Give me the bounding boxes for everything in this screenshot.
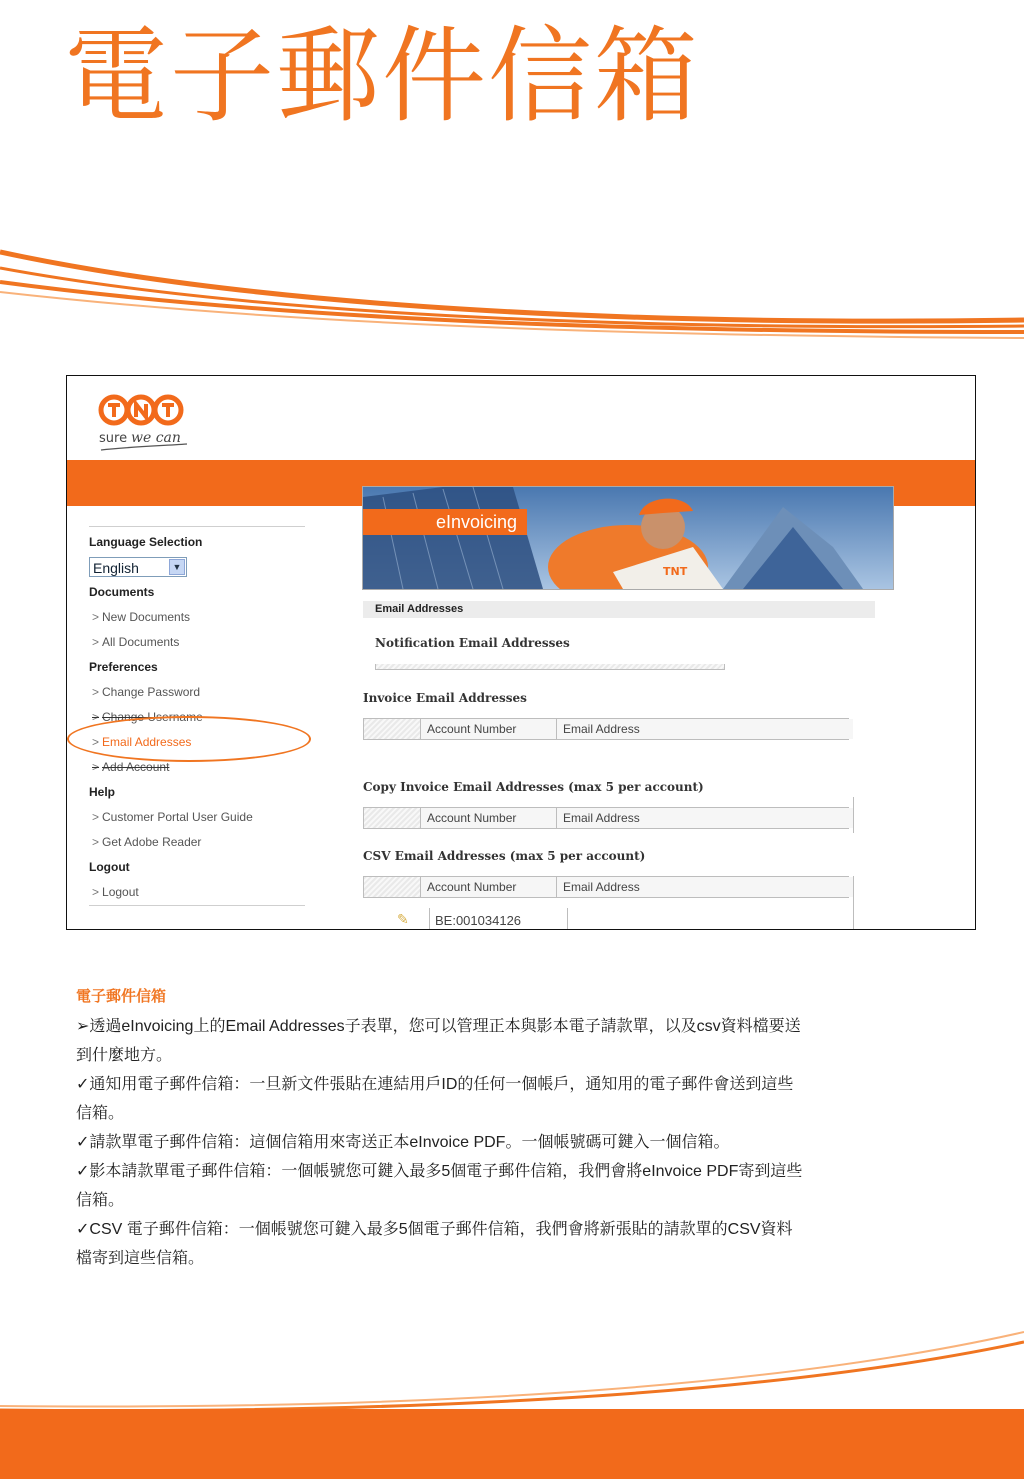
description-line: ✓通知用電子郵件信箱：一旦新文件張貼在連結用戶ID的任何一個帳戶，通知用的電子郵件會送到這些 [76, 1076, 794, 1093]
svg-text:sure: sure [99, 431, 128, 446]
chevron-right-icon: > [92, 735, 100, 749]
col-email-address: Email Address [556, 719, 853, 739]
svg-text:TNT: TNT [663, 565, 688, 578]
sidebar-item-change-username[interactable]: > Change Username [92, 710, 203, 724]
copy-invoice-email-label: Copy Invoice Email Addresses (max 5 per account) [363, 780, 704, 794]
csv-row-account: BE:001034126 [435, 913, 522, 928]
language-selection-label: Language Selection [89, 535, 203, 549]
sidebar-item-logout[interactable]: > Logout [92, 885, 139, 899]
tnt-logo [97, 392, 197, 454]
sidebar [89, 526, 305, 906]
sidebar-item-change-password[interactable]: > Change Password [92, 685, 201, 699]
chevron-right-icon: > [92, 760, 100, 774]
csv-table-header [363, 876, 849, 898]
documents-label: Documents [89, 585, 155, 599]
col-account-number: Account Number [420, 808, 557, 828]
help-label: Help [89, 785, 116, 799]
description-line: ➢透過eInvoicing上的Email Addresses子表單，您可以管理正本與影本電子請款單，以及csv資料檔要送 [76, 1018, 801, 1035]
chevron-down-icon[interactable]: ▼ [169, 559, 185, 575]
col-email-address: Email Address [556, 808, 853, 828]
csv-email-label: CSV Email Addresses (max 5 per account) [363, 849, 646, 863]
cell-divider [567, 908, 568, 930]
notification-email-label: Notification Email Addresses [375, 636, 570, 650]
preferences-label: Preferences [89, 660, 158, 674]
invoice-email-label: Invoice Email Addresses [363, 691, 527, 705]
page-title: 電子郵件信箱 [64, 15, 701, 137]
decorative-swoosh-bottom [0, 1318, 1024, 1413]
sidebar-item-email-addresses[interactable]: > Email Addresses [92, 735, 192, 749]
decorative-swoosh-top [0, 230, 1024, 340]
einvoicing-banner [362, 486, 894, 590]
sidebar-item-add-account[interactable]: > Add Account [92, 760, 170, 774]
description-line: 檔寄到這些信箱。 [76, 1250, 205, 1267]
cell-divider [429, 908, 430, 930]
copy-invoice-table-header [363, 807, 849, 829]
eInvoicing-screenshot [66, 375, 976, 930]
email-addresses-heading: Email Addresses [363, 601, 875, 618]
description-line: 到什麼地方。 [76, 1047, 173, 1064]
chevron-right-icon: > [92, 810, 100, 824]
col-email-address: Email Address [556, 877, 853, 897]
chevron-right-icon: > [92, 710, 100, 724]
description-line: ✓影本請款單電子郵件信箱：一個帳號您可鍵入最多5個電子郵件信箱，我們會將eInvoice PDF寄到這些 [76, 1163, 803, 1180]
sidebar-divider [89, 526, 305, 527]
sidebar-item-adobe-reader[interactable]: > Get Adobe Reader [92, 835, 202, 849]
sidebar-item-all-documents[interactable]: > All Documents [92, 635, 180, 649]
notification-table-edge [375, 664, 725, 670]
description-line: 信箱。 [76, 1105, 125, 1122]
sidebar-item-user-guide[interactable]: > Customer Portal User Guide [92, 810, 253, 824]
footer-band [0, 1409, 1024, 1479]
col-account-number: Account Number [420, 877, 557, 897]
banner-photo [363, 487, 893, 589]
description-title: 電子郵件信箱 [76, 988, 167, 1005]
description [76, 986, 948, 1273]
pencil-icon[interactable]: ✎ [397, 911, 409, 927]
chevron-right-icon: > [92, 610, 100, 624]
chevron-right-icon: > [92, 685, 100, 699]
svg-text:we can: we can [131, 430, 181, 446]
language-select-value: English [93, 560, 139, 576]
chevron-right-icon: > [92, 635, 100, 649]
sidebar-item-new-documents[interactable]: > New Documents [92, 610, 191, 624]
description-line: ✓請款單電子郵件信箱：這個信箱用來寄送正本eInvoice PDF。一個帳號碼可鍵入一個信箱。 [76, 1134, 730, 1151]
banner-label: eInvoicing [363, 509, 527, 535]
sidebar-divider [89, 905, 305, 906]
scrollbar-edge [853, 797, 854, 833]
chevron-right-icon: > [92, 835, 100, 849]
language-select[interactable] [89, 557, 187, 577]
col-account-number: Account Number [420, 719, 557, 739]
description-line: ✓CSV 電子郵件信箱：一個帳號您可鍵入最多5個電子郵件信箱，我們會將新張貼的請款單的CSV資料 [76, 1221, 793, 1238]
invoice-table-header [363, 718, 849, 740]
chevron-right-icon: > [92, 885, 100, 899]
logout-label: Logout [89, 860, 130, 874]
scrollbar-edge [853, 876, 854, 930]
description-line: 信箱。 [76, 1192, 125, 1209]
